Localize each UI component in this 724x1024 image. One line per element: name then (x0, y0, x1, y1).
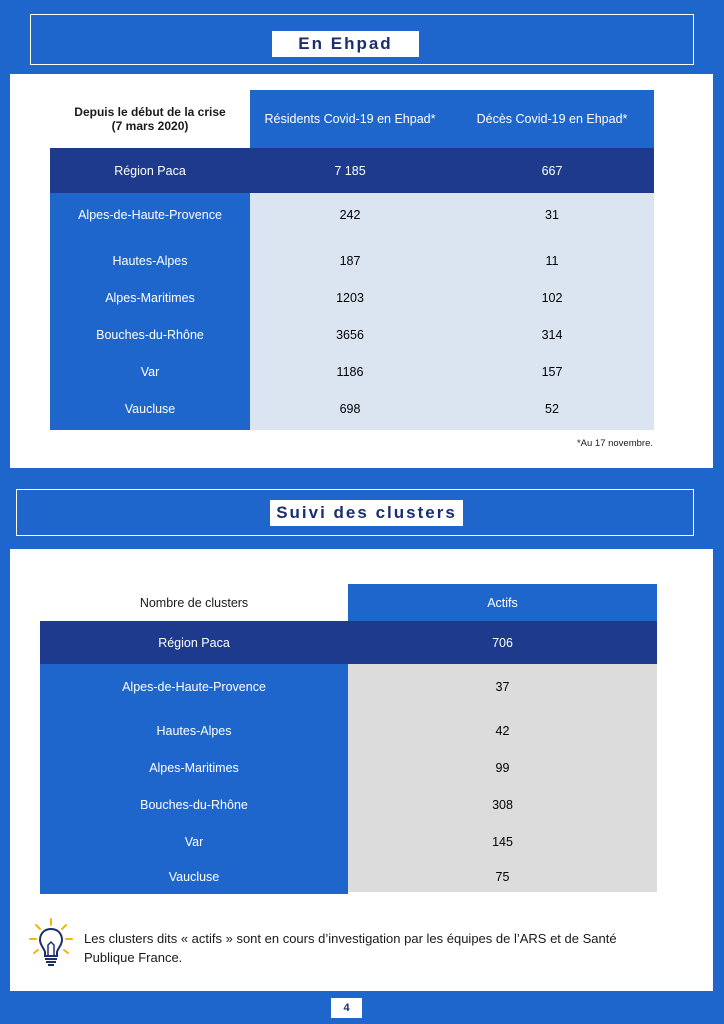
ehpad-row-name: Alpes-de-Haute-Provence (50, 193, 250, 237)
ehpad-row-residents: 3656 (336, 327, 364, 342)
ehpad-row-deces: 31 (545, 208, 559, 222)
ehpad-row-residents: 242 (339, 208, 361, 222)
clusters-title: Suivi des clusters (270, 500, 463, 526)
clusters-row-actifs: 37 (495, 679, 510, 694)
ehpad-header-period-line1: Depuis le début de la crise (74, 105, 226, 119)
page-number: 4 (331, 998, 362, 1018)
ehpad-row-name: Hautes-Alpes (50, 242, 250, 279)
ehpad-row-residents: 698 (339, 401, 361, 416)
clusters-row-actifs: 75 (495, 870, 510, 884)
ehpad-row-region-residents: 7 185 (250, 148, 450, 193)
ehpad-header-residents: Résidents Covid-19 en Ehpad* (250, 90, 450, 148)
ehpad-header-period (50, 90, 250, 148)
ehpad-title: En Ehpad (272, 31, 419, 57)
clusters-row-name: Var (40, 823, 348, 860)
clusters-row-name: Vaucluse (40, 860, 348, 894)
clusters-row-actifs: 145 (492, 834, 513, 849)
clusters-info-line2: Publique France. (84, 950, 183, 965)
ehpad-footnote: *Au 17 novembre. (576, 438, 653, 449)
ehpad-row-name: Var (50, 353, 250, 390)
ehpad-row-deces: 314 (541, 327, 563, 342)
clusters-row-name: Bouches-du-Rhône (40, 786, 348, 823)
ehpad-panel (10, 74, 713, 468)
clusters-row-name: Alpes-Maritimes (40, 749, 348, 786)
ehpad-row-region-name: Région Paca (50, 148, 250, 193)
clusters-row-region-actifs: 706 (348, 621, 657, 664)
clusters-panel (10, 549, 713, 991)
clusters-row-actifs: 308 (492, 797, 513, 812)
clusters-row-actifs: 99 (495, 760, 510, 775)
clusters-row-region-name: Région Paca (40, 621, 348, 664)
clusters-row-actifs: 42 (495, 723, 510, 738)
clusters-row-name: Hautes-Alpes (40, 712, 348, 749)
ehpad-row-residents: 187 (339, 253, 361, 268)
clusters-info-text (84, 929, 704, 967)
ehpad-row-deces: 52 (545, 401, 559, 416)
ehpad-row-name: Vaucluse (50, 390, 250, 427)
ehpad-row-residents: 1186 (336, 364, 364, 379)
ehpad-row-region-deces: 667 (450, 148, 654, 193)
ehpad-header-period-line2: (7 mars 2020) (111, 119, 189, 133)
ehpad-row-deces: 11 (545, 253, 559, 268)
ehpad-row-name: Alpes-Maritimes (50, 279, 250, 316)
ehpad-row-deces: 102 (541, 290, 563, 305)
clusters-header-label: Nombre de clusters (139, 595, 249, 610)
clusters-row-name: Alpes-de-Haute-Provence (40, 664, 348, 709)
clusters-info-line1: Les clusters dits « actifs » sont en cours d’investigation par les équipes de l’ARS et de Santé (84, 931, 617, 946)
ehpad-row-residents: 1203 (336, 290, 364, 305)
lightbulb-icon (28, 917, 74, 971)
ehpad-header-deces: Décès Covid-19 en Ehpad* (450, 90, 654, 148)
clusters-header-actifs: Actifs (348, 584, 657, 621)
ehpad-row-deces: 157 (541, 364, 563, 379)
ehpad-row-name: Bouches-du-Rhône (50, 316, 250, 353)
